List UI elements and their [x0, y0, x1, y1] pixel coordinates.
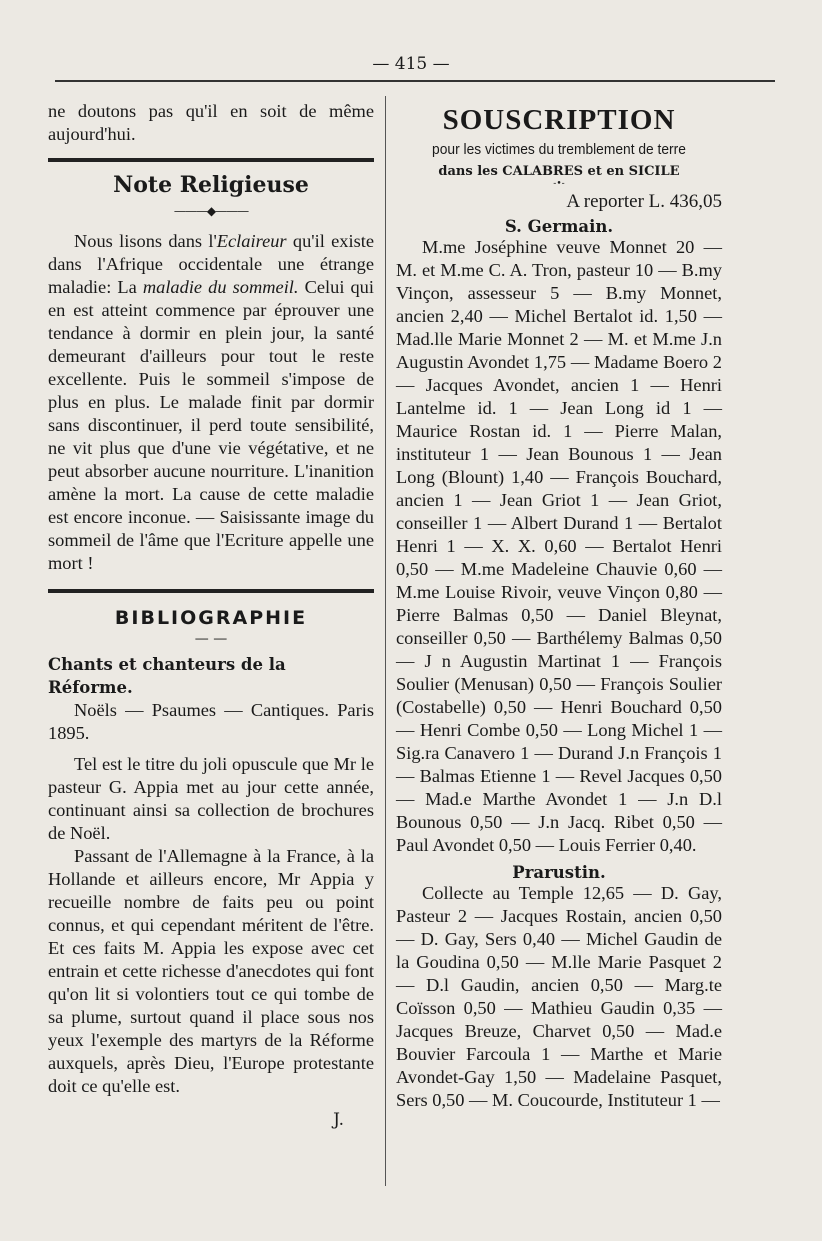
section-rule [48, 589, 374, 593]
small-ornament: -•- [553, 179, 565, 189]
subscription-title: SOUSCRIPTION [442, 104, 676, 136]
section-rule [48, 158, 374, 162]
parish-heading: Prarustin. [512, 863, 606, 882]
note-source: Eclaireur [216, 231, 287, 251]
subscription-subtitle: pour les victimes du tremblement de terre [432, 141, 686, 158]
parish-donors: Collecte au Temple 12,65 — D. Gay, Pasteur 2 — Jacques Rostain, ancien 0,50 — D. Gay, Sers 0,40 — Michel Gaudin de la Goudina 0,50 — M.lle Marie Pasquet 2 — D.l Gaudin, ancien 0,50 — Marg.te Coïsson 0,50 — Mathieu Gaudin 0,35 — Jacques Breuze, Charvet 0,50 — Mad.e Bouvier Farcoula 1 — Marthe et Marie Avondet-Gay 1,50 — Madelaine Pasquet, Sers 0,50 — M. Coucourde, Instituteur 1 — [396, 883, 722, 1110]
note-disease: maladie du sommeil. [142, 277, 299, 297]
note-text-c: qu'il existe dans l'Afrique occidentale une étrange maladie: La [48, 231, 375, 297]
biblio-title: BIBLIOGRAPHIE [114, 607, 308, 629]
subscription-subtitle-2: dans les CALABRES et en SICILE [438, 164, 680, 179]
note-text-e: Celui qui en est atteint commence par éprouver une tendance à dormir en plein jour, la santé demeurant d'ailleurs pour tout le reste excellente. Puis le sommeil s'impose de plus en plus. Le malade finit par dormir sans discontinuer, il perd toute sensibilité, ne vit plus que d'une vie végétative, et ne peut absorber aucune nourriture. L'inanition amène la mort. La cause de cette maladie est encore inconue. — Saisissante image du sommeil de l'âme que l'Ecriture appelle une mort ! [48, 277, 374, 573]
header-rule [55, 80, 775, 82]
ornament-divider: ———◆——— [173, 204, 249, 218]
note-paragraph [48, 230, 374, 575]
carried-forward-total: A reporter L. 436,05 [566, 191, 722, 212]
book-title: Chants et chanteurs de la Réforme. [48, 655, 286, 697]
parish-donors: M.me Joséphine veuve Monnet 20 — M. et M.me C. A. Tron, pasteur 10 — B.my Vinçon, assesseur 5 — B.my Monnet, ancien 2,40 — Michel Bertalot id. 1,50 — Mad.lle Marie Monnet 2 — M. et M.me J.n Augustin Avondet 1,75 — Madame Boero 2 — Jacques Avondet, ancien 1 — Henri Lantelme id. 1 — Jean Long id 1 — Maurice Rostan id. 1 — Pierre Malan, instituteur 1 — Jean Bounous 1 — Jean Long (Blount) 1,40 — François Bouchard, ancien 1 — Jean Griot 1 — Jean Griot, conseiller 1 — Albert Durand 1 — Bertalot Henri 1 — X. X. 0,60 — Bertalot Henri 0,50 — M.me Madeleine Chauvie 0,60 — M.me Louise Rivoir, veuve Vinçon 0,80 — Pierre Balmas 0,50 — Daniel Bleynat, conseiller 0,50 — Barthélemy Balmas 0,50 — J n Augustin Martinat 1 — François Soulier (Menusan) 0,50 — François Soulier (Costabelle) 0,50 — Henri Bouchard 0,50 — Henri Combe 0,50 — Long Michel 1 — Sig.ra Canavero 1 — Durand J.n François 1 — Balmas Etienne 1 — Revel Jacques 0,50 — Mad.e Marthe Avondet 1 — J.n D.l Bounous 0,50 — J.n Jacq. Ribet 0,50 — Paul Avondet 0,50 — Louis Ferrier 0,40. [396, 237, 722, 855]
left-column [48, 100, 374, 1130]
biblio-dash: — — [194, 631, 228, 647]
book-description: Noëls — Psaumes — Cantiques. Paris 1895. [48, 700, 374, 743]
biblio-paragraph-2: Passant de l'Allemagne à la France, à la Hollande et ailleurs encore, Mr Appia y recueille nombre de faits peu ou point connus, et qui cependant méritent de l'être. Et ces faits M. Appia les expose avec cet entrain et cette richesse d'anecdotes qui font qu'on lit si volontiers tout ce qui tombe de sa plume, surtout quand il place sous nos yeux l'exemple des martyrs de la Réforme auxquels, après Dieu, l'Europe protestante doit ce qu'elle est. [48, 846, 374, 1096]
note-text-a: Nous lisons dans l' [74, 231, 217, 251]
right-column [396, 100, 722, 1112]
biblio-paragraph-1: Tel est le titre du joli opuscule que Mr le pasteur G. Appia met au jour cette année, continuant ainsi sa collection de brochures de Noël. [48, 754, 374, 843]
signature: J. [333, 1110, 344, 1130]
column-divider [385, 96, 386, 1186]
parish-heading: S. Germain. [504, 217, 614, 236]
page-number: — 415 — [372, 54, 450, 74]
intro-paragraph: ne doutons pas qu'il en soit de même aujourd'hui. [48, 101, 374, 144]
note-title: Note Religieuse [113, 172, 309, 198]
